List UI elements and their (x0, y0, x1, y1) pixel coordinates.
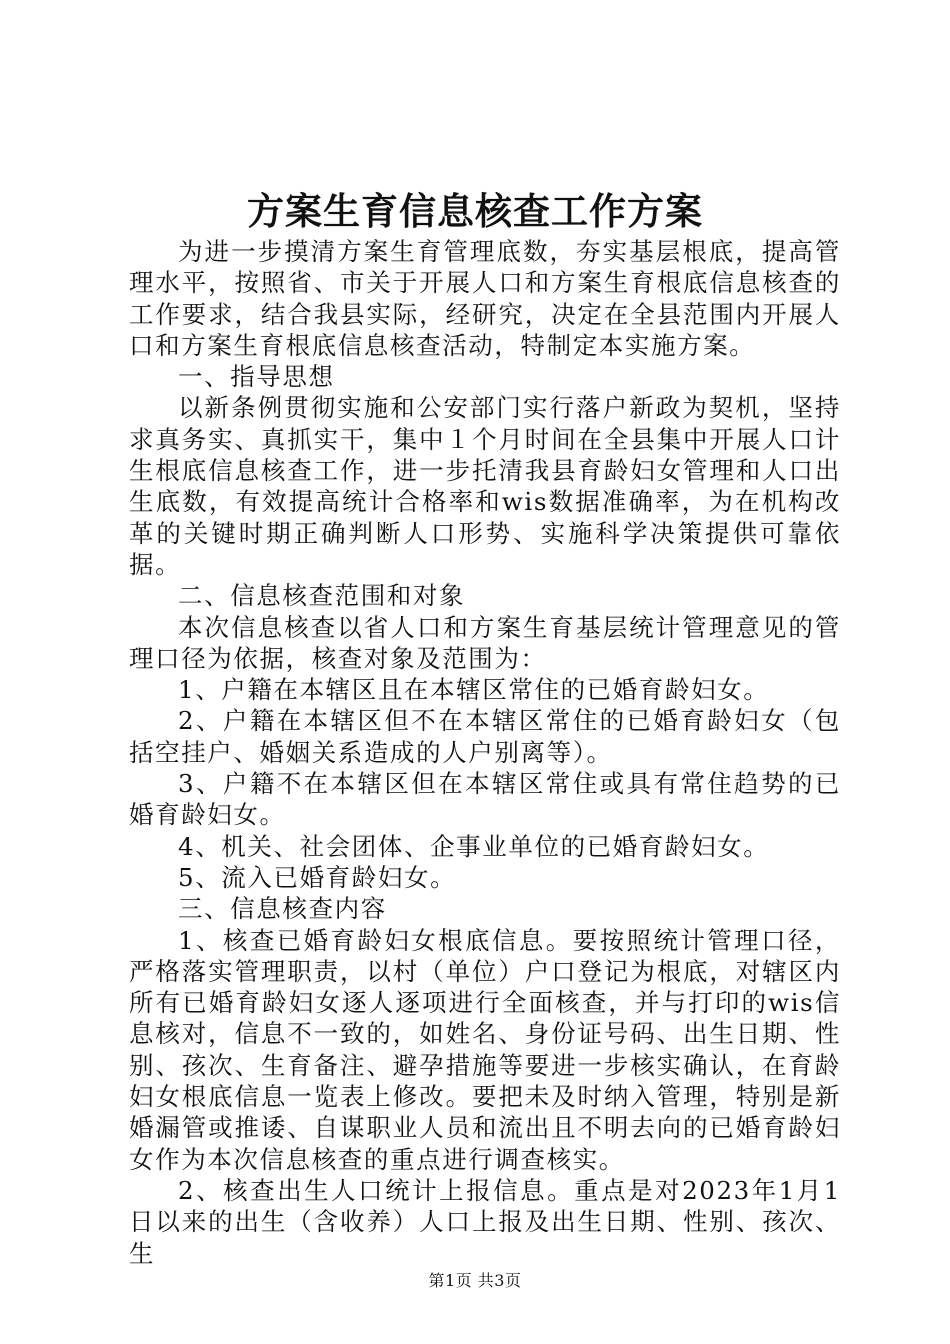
list-item-scope-3: 3、户籍不在本辖区但在本辖区常住或具有常住趋势的已婚育龄妇女。 (129, 769, 841, 830)
page-number: 第1页 共3页 (428, 1271, 522, 1290)
document-body (129, 236, 841, 1269)
paragraph-intro: 为进一步摸清方案生育管理底数，夯实基层根底，提高管理水平，按照省、市关于开展人口和方案生育根底信息核查的工作要求，结合我县实际，经研究，决定在全县范围内开展人口和方案生育根底信息核查活动，特制定本实施方案。 (129, 237, 841, 360)
list-item-scope-2: 2、户籍在本辖区但不在本辖区常住的已婚育龄妇女（包括空挂户、婚姻关系造成的人户别离等）。 (129, 706, 841, 767)
heading-scope: 二、信息核查范围和对象 (178, 581, 466, 611)
heading-content: 三、信息核查内容 (178, 894, 387, 924)
heading-guiding-principle: 一、指导思想 (178, 362, 335, 392)
paragraph-content-2: 2、核查出生人口统计上报信息。重点是对2023年1月1日以来的出生（含收养）人口上报及出生日期、性别、孩次、生 (129, 1175, 841, 1268)
paragraph-content-1: 1、核查已婚育龄妇女根底信息。要按照统计管理口径，严格落实管理职责，以村（单位）户口登记为根底，对辖区内所有已婚育龄妇女逐人逐项进行全面核查，并与打印的wis信息核对，信息不一致的，如姓名、身份证号码、出生日期、性别、孩次、生育备注、避孕措施等要进一步核实确认，在育龄妇女根底信息一览表上修改。要把未及时纳入管理，特别是新婚漏管或推诿、自谋职业人员和流出且不明去向的已婚育龄妇女作为本次信息核查的重点进行调查核实。 (129, 925, 841, 1174)
paragraph-guiding-principle: 以新条例贯彻实施和公安部门实行落户新政为契机，坚持求真务实、真抓实干，集中１个月时间在全县集中开展人口计生根底信息核查工作，进一步托清我县育龄妇女管理和人口出生底数，有效提高统计合格率和wis数据准确率，为在机构改革的关键时期正确判断人口形势、实施科学决策提供可靠依据。 (129, 393, 841, 579)
list-item-scope-4: 4、机关、社会团体、企事业单位的已婚育龄妇女。 (178, 831, 770, 861)
document-title: 方案生育信息核查工作方案 (247, 189, 703, 233)
list-item-scope-1: 1、户籍在本辖区且在本辖区常住的已婚育龄妇女。 (178, 675, 770, 705)
paragraph-scope: 本次信息核查以省人口和方案生育基层统计管理意见的管理口径为依据，核查对象及范围为： (129, 612, 841, 673)
list-item-scope-5: 5、流入已婚育龄妇女。 (178, 862, 457, 892)
